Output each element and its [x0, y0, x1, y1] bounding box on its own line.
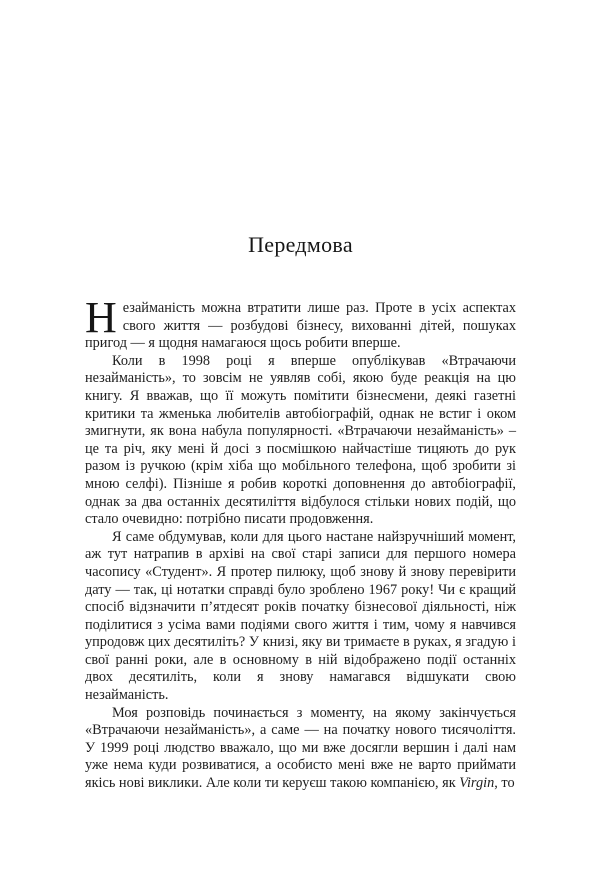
- page-title: Передмова: [248, 232, 353, 257]
- paragraph-text: , то: [494, 775, 515, 792]
- paragraph: [85, 705, 516, 793]
- paragraph: Коли в 1998 році я вперше опублікував «Втрачаючи незайманість», то зовсім не уявляв собі, якою буде реакція на цю книгу. Я вважав, що її можуть помітити бізнесмени, деякі газетні критики та жменька любителів автобіографій, однак не встиг і оком змигнути, як вона набула популярності. «Втрачаючи незайманість» – це та річ, яку мені й досі з посмішкою найчастіше тицяють до рук разом із ручкою (крім хіба що мобільного телефона, щоб зробити зі мною селфі). Пізніше я робив короткі доповнення до автобіографії, однак за два останніх десятиліття відбулося стільки нових подій, що стало очевидно: потрібно писати продовження.: [85, 352, 516, 528]
- drop-cap: Н: [85, 293, 117, 342]
- paragraph-text: езайманість можна втратити лише раз. Проте в усіх аспектах свого життя — розбудові бізнесу, вихованні дітей, пошуках пригод — я щодня намагаюся щось робити вперше.: [85, 300, 516, 352]
- brand-name-italic: Virgin: [459, 775, 495, 792]
- body-text: [85, 293, 516, 793]
- paragraph: Я саме обдумував, коли для цього настане найзручніший момент, аж тут натрапив в архіві на свої старі записи для першого номера часопису «Студент». Я протер пилюку, щоб знову й знову перевірити дату — так, ці нотатки справді було зроблено 1967 року! Чи є кращий спосіб відзначити п’ятдесят років початку бізнесової діяльності, ніж поділитися з усіма вами подіями свого життя і тим, чому я навчився упродовж цих десятиліть? У книзі, яку ви тримаєте в руках, я згадую і свої ранні роки, але в основному в ній відображено події останніх двох десятиліть, коли я знову намагався відшукати свою незайманість.: [85, 528, 516, 704]
- paragraph: [85, 293, 516, 353]
- paragraph-text: Моя розповідь починається з моменту, на якому закінчується «Втрачаючи незайманість», а саме — на початку нового тисячоліття. У 1999 році людство вважало, що ми вже досягли вершин і далі нам уже нема куди розвиватися, а особисто мені вже не варто приймати якісь нові виклики. Але коли ти керуєш такою компанією, як: [85, 704, 516, 792]
